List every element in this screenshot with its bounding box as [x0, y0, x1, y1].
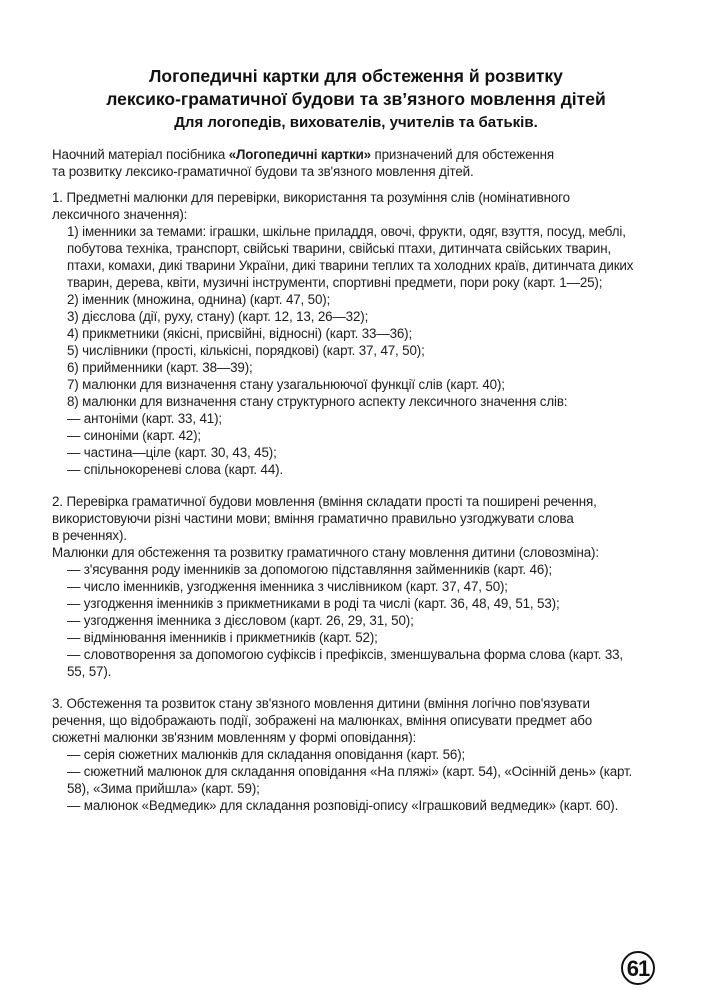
list-item: — узгодження іменників з прикметниками в роді та числі (карт. 36, 48, 49, 51, 53);: [67, 596, 560, 611]
list-item: — спільнокореневі слова (карт. 44).: [67, 462, 284, 477]
document-body: [52, 146, 682, 814]
list-item: — малюнок «Ведмедик» для складання розповіді-опису «Іграшковий ведмедик» (карт. 60).: [67, 798, 619, 813]
list-item: — словотворення за допомогою суфіксів і префіксів, зменшувальна форма слова (карт. 33,: [67, 647, 623, 662]
section-2: [52, 493, 682, 680]
list-item: 1) іменники за темами: іграшки, шкільне приладдя, овочі, фрукти, одяг, взуття, посуд, меблі,: [67, 224, 626, 239]
list-item: 7) малюнки для визначення стану узагальнюючої функції слів (карт. 40);: [67, 377, 505, 392]
list-item: 6) прийменники (карт. 38—39);: [67, 360, 253, 375]
section-heading: 3. Обстеження та розвиток стану зв'язного мовлення дитини (вміння логічно пов'язувати: [52, 696, 590, 711]
list-item: 5) числівники (прості, кількісні, порядкові) (карт. 37, 47, 50);: [67, 343, 425, 358]
section-heading: в реченнях).: [52, 528, 127, 543]
section-heading: 1. Предметні малюнки для перевірки, використання та розуміння слів (номінативного: [52, 190, 570, 205]
list-item: — серія сюжетних малюнків для складання оповідання (карт. 56);: [67, 747, 466, 762]
page-number-badge: 61: [621, 951, 655, 985]
section-heading: 2. Перевірка граматичної будови мовлення (вміння складати прості та поширені речення,: [52, 494, 597, 509]
list-item: 4) прикметники (якісні, присвійні, відносні) (карт. 33—36);: [67, 326, 413, 341]
intro-text: Наочний матеріал посібника: [52, 147, 229, 162]
intro-line: та розвитку лексико-граматичної будови та зв'язного мовлення дітей.: [52, 164, 474, 179]
page-title: Логопедичні картки для обстеження й розвитку: [149, 66, 563, 86]
list-item: — відмінювання іменників і прикметників (карт. 52);: [67, 630, 378, 645]
list-item: 8) малюнки для визначення стану структурного аспекту лексичного значення слів:: [67, 394, 568, 409]
intro-book-title: «Логопедичні картки»: [228, 147, 371, 162]
list-item: 3) дієслова (дії, руху, стану) (карт. 12, 13, 26—32);: [67, 309, 369, 324]
section-heading: сюжетні малюнки зв'язним мовленням у формі оповідання):: [52, 730, 417, 745]
list-item: — узгодження іменника з дієсловом (карт. 26, 29, 31, 50);: [67, 613, 414, 628]
section-heading: лексичного значення):: [52, 207, 188, 222]
intro-text: призначений для обстеження: [370, 147, 554, 162]
intro-line: [52, 146, 682, 163]
list-item: побутова техніка, транспорт, свійські тварини, свійські птахи, дитинчата свійських тварин,: [67, 241, 612, 256]
list-item: тварин, дерева, квіти, музичні інструменти, спортивні предмети, пори року (карт. 1—25);: [67, 275, 603, 290]
section-3: [52, 695, 682, 814]
section-1: [52, 189, 682, 478]
list-item: — антоніми (карт. 33, 41);: [67, 411, 222, 426]
list-item: 2) іменник (множина, однина) (карт. 47, 50);: [67, 292, 331, 307]
list-item: птахи, комахи, дикі тварини України, дикі тварини теплих та холодних країв, дитинчата диких: [67, 258, 634, 273]
list-item: 58), «Зима прийшла» (карт. 59);: [67, 781, 260, 796]
section-subheading: Малюнки для обстеження та розвитку граматичного стану мовлення дитини (словозміна):: [52, 545, 599, 560]
list-item: — частина—ціле (карт. 30, 43, 45);: [67, 445, 277, 460]
list-item: — сюжетний малюнок для складання оповідання «На пляжі» (карт. 54), «Осінній день» (карт.: [67, 764, 633, 779]
list-item: — число іменників, узгодження іменника з числівником (карт. 37, 47, 50);: [67, 579, 508, 594]
list-item: 55, 57).: [67, 664, 112, 679]
section-heading: речення, що відображають події, зображені на малюнках, вміння описувати предмет або: [52, 713, 593, 728]
page-subtitle: Для логопедів, вихователів, учителів та батьків.: [174, 114, 538, 131]
section-heading: використовуючи різні частини мови; вміння граматично правильно узгоджувати слова: [52, 511, 574, 526]
page-title-continued: лексико-граматичної будови та зв’язного мовлення дітей: [106, 89, 606, 109]
list-item: — з'ясування роду іменників за допомогою підставляння займенників (карт. 46);: [67, 562, 553, 577]
list-item: — синоніми (карт. 42);: [67, 428, 201, 443]
intro-paragraph: [52, 146, 682, 180]
